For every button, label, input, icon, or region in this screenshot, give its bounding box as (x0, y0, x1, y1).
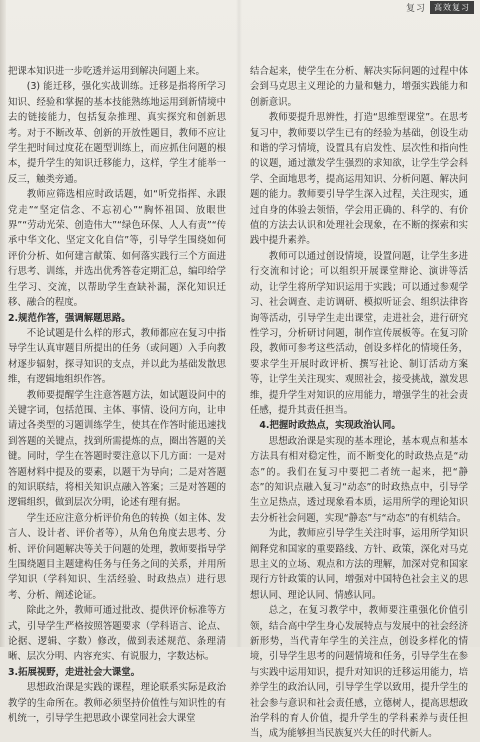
section-heading: 2.规范作答，强调解题思路。 (8, 312, 131, 324)
running-header (354, 0, 480, 14)
paragraph: 除此之外，教师可通过批改、提供评价标准等方式，引导学生严格按照答题要求（学科语言、论点、论据、逻辑、字数）修改，做到表述规范、条理清晰、层次分明、内容充实、有说服力，字数达标。 (8, 605, 226, 663)
right-text-column (250, 64, 468, 742)
left-text-column (8, 64, 226, 726)
paragraph: 学生还应注意分析评价角色的转换（如主体、发言人、设计者、评价者等），从角色角度去思考、分析、评价问题解决等关于问题的处理，教师要指导学生围绕题目主题建构任务与任务之间的关系，并用所学知识（学科知识、生活经验、时政热点）进行思考、分析、阐述论证。 (8, 512, 226, 601)
paragraph: 为此，教师应引导学生关注时事，运用所学知识阐释党和国家的重要路线、方针、政策，深化对马克思主义的立场、观点和方法的理解，加深对党和国家现行方针政策的认同，增强对中国特色社会主义的思想认同、理论认同、情感认同。 (250, 528, 468, 601)
section-heading: 3.拓展视野，走进社会大课堂。 (8, 666, 140, 678)
paragraph: 教师应筛选相应时政话题，如“听党指挥、永跟党走”“坚定信念、不忘初心”“胸怀祖国、放眼世界”“劳动光荣、创造伟大”“绿色环保、人人有责”“传承中华文化、坚定文化自信”等，引导学生围绕如何评价分析、如何建言献策、如何落实践行三个方面进行思考、训练，并选出优秀答卷定期汇总，编印给学生学习、交流，以帮助学生查缺补漏，深化知识迁移、融合的程度。 (8, 189, 226, 309)
page-gutter (236, 0, 242, 647)
paragraph: 不论试题是什么样的形式，教师都应在复习中指导学生认真审题目所提出的任务（或问题）入手向教材逐步辐射，探寻知识的支点，并以此为基础发散思维，有逻辑地组织作答。 (8, 327, 226, 386)
header-section-label: 复习 (405, 3, 426, 14)
page-binding-edge (0, 0, 6, 647)
paragraph: 思想政治课是实现的基本理论，基本观点和基本方法具有相对稳定性，而不断变化的时政热点是“动态”的。我们在复习中要把二者统一起来，把“静态”的知识点融入复习“动态”的时政热点中，引导学生立足热点，透过现象看本质，运用所学的理论知识去分析社会问题，实现“静态”与“动态”的有机结合。 (250, 435, 468, 524)
paragraph: 结合起来，使学生在分析、解决实际问题的过程中体会到马克思主义理论的力量和魅力，增强实践能力和创新意识。 (250, 66, 468, 108)
paragraph: (3) 能迁移，强化实战训练。迁移是指将所学习知识、经验和掌握的基本技能熟练地运用到新情境中去的链接能力，包括复杂推理、真实探究和创新思考。对于不断改革、创新的开放性题目，教师不应让学生把时间过度花在题型训练上，而应抓住问题的根本，提升学生的知识迁移能力，这样，学生才能举一反三，触类旁通。 (8, 81, 226, 185)
header-logo: 高效复习 (430, 1, 474, 14)
paragraph: 把课本知识进一步吃透并运用到解决问题上来。 (8, 66, 205, 77)
paragraph: 思想政治课是实践的课程，理论联系实际是政治教学的生命所在。教师必须坚持价值性与知识性的有机统一，引导学生把思政小课堂同社会大课堂 (8, 682, 226, 725)
paragraph: 教师要提醒学生注意答题方法，如试题设问中的关键字词，包括范围、主体、事情、设问方向，让申请过各类型的习题训练学生，使其在作答时能迅速找到答题的关键点，找到所需提炼的点，圈出答题的关键。同时，学生在答题时要注意以下几方面：一是对答题材料中提及的要素，以题干为导向；二是对答题的知识联结，将相关知识点融入答案；三是对答题的逻辑组织，做到层次分明，论述有理有据。 (8, 389, 226, 509)
paragraph: 教师要提升思辨性，打造“思维型课堂”。在思考复习中，教师要以学生已有的经验为基础，创设生动和谐的学习情境，设置具有启发性、层次性和指向性的议题，通过激发学生强烈的求知欲，让学生学会科学、全面地思考，提高运用知识、分析问题、解决问题的能力。教师要引导学生深入过程，关注现实，通过自身的体验去领悟，学会用正确的、科学的、有价值的方法去认识和处理社会现象，在不断的探索和实践中提升素养。 (250, 112, 468, 247)
paragraph: 总之，在复习教学中，教师要注重强化价值引领，结合高中学生身心发展特点与发展中的社会经济新形势，当代青年学生的关注点，创设多样化的情境，引导学生思考的问题情境和任务，引导学生在参与实践中运用知识，提升对知识的迁移运用能力，培养学生的政治认同，引导学生学以致用，提升学生的社会参与意识和社会责任感，立德树人，提高思想政治学科的育人价值，提升学生的学科素养与责任担当，成为能够担当民族复兴大任的时代新人。 (250, 605, 468, 740)
paragraph: 教师可以通过创设情境，设置问题，让学生多进行交流和讨论；可以组织开展课堂辩论、演讲等活动，让学生将所学知识运用于实践；可以通过参观学习、社会调查、走访调研、模拟听证会、组织法律咨询等活动，引导学生走出课堂，走进社会，进行研究性学习，分析研讨问题，制作宣传展板等。在复习阶段，教师可参考这些活动，创设多样化的情境任务，要求学生开展时政评析、撰写社论、制订活动方案等，让学生关注现实、观照社会，接受挑战，激发思维，提升学生对知识的应用能力，增强学生的社会责任感，提升其责任担当。 (250, 250, 468, 416)
section-heading: 4.把握时政热点，实现政治认同。 (259, 420, 401, 432)
